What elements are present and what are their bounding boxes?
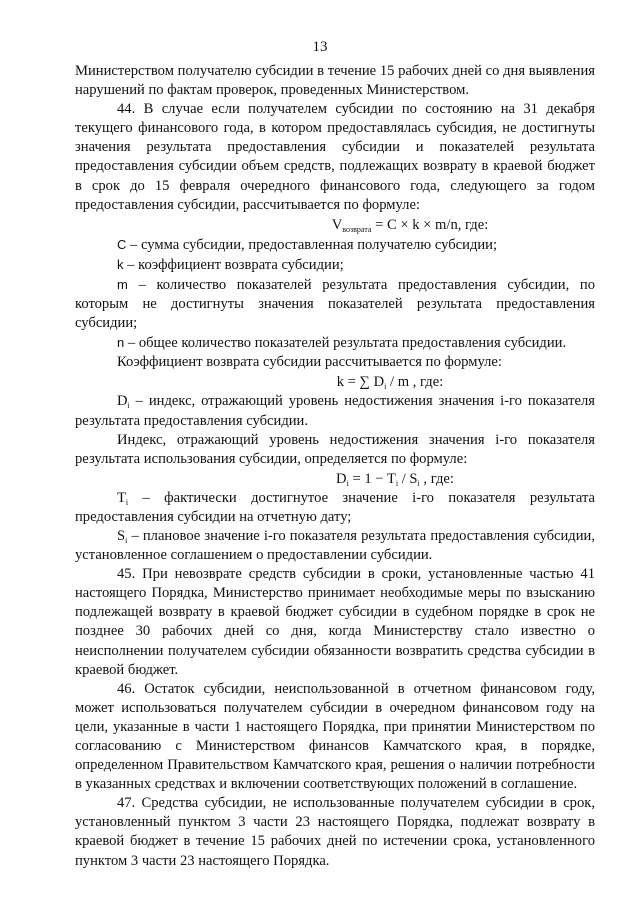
definition-d [75,392,595,430]
page-number: 13 [312,39,328,55]
definition-c [75,235,595,255]
symbol-t-sub: i [125,497,129,507]
paragraph-44: 44. В случае если получателем субсидии по состоянию на 31 декабря текущего финансового года, в котором предоставлялась субсидия, не достигнуты значения результата предоставления субсидии и показателей результата предоставления субсидии объем средств, подлежащих возврату в краевой бюджет в срок до 15 февраля очередного финансового года, следующего за годом предоставления субсидии, рассчитывается по формуле: [75,101,595,213]
symbol-t: T [117,489,126,506]
formula-index [75,469,595,489]
formula-return-volume [75,215,595,235]
symbol-c: C [117,236,127,252]
formula3-a-sub: i [346,478,349,488]
definition-k [75,255,595,275]
definition-n [75,333,595,353]
formula2-sub: i [384,382,387,392]
symbol-n: n [117,335,125,351]
formula1-rhs: = C × k × m/n [371,216,458,233]
paragraph-46: 46. Остаток субсидии, неиспользованной в отчетном финансовом году, может использоваться получателем субсидии в очередном финансовом году на цели, указанные в части 1 настоящего Порядка, при принятии Министерством по согласованию с Министерством финансов Камчатского края, в порядке, определенном Правительством Камчатского края, решения о наличии потребности в указанных средствах и включении соответствующих положений в соглашение. [75,680,595,793]
definition-t [75,489,595,527]
paragraph-47: 47. Средства субсидии, не использованные получателем субсидии в срок, установленный пунктом 3 части 23 настоящего Порядка, подлежат возврату в краевой бюджет в течение 15 рабочих дней по истечении срока, установленного пунктом 3 части 23 настоящего Порядка. [75,795,595,869]
formula2-rest: / m [386,374,410,391]
document-body [75,62,595,871]
formula3-c: / S [398,470,418,487]
symbol-k: k [117,256,124,272]
formula3-b: = 1 − T [348,470,396,487]
symbol-d-sub: i [127,401,130,411]
coefficient-intro: Коэффициент возврата субсидии рассчитывается по формуле: [117,354,502,371]
definition-t-text: – фактически достигнутое значение i-го показателя результата предоставления субсидии на отчетную дату; [75,489,595,525]
formula1-sub: возврата [342,224,372,234]
formula3-tail: , где: [419,470,454,487]
symbol-s-sub: i [125,535,128,545]
formula2-tail: , где: [409,374,444,391]
formula3-c-sub: i [417,478,420,488]
symbol-m: m [117,276,128,292]
definition-d-text: – индекс, отражающий уровень недостижения значения i-го показателя результата предоставления субсидии. [75,393,595,429]
definition-s [75,527,595,565]
intro-paragraph: Министерством получателю субсидии в течение 15 рабочих дней со дня выявления нарушений по фактам проверок, проведенных Министерством. [75,63,595,99]
index-intro: Индекс, отражающий уровень недостижения значения i-го показателя результата использования субсидии, определяется по формуле: [75,431,595,467]
formula3-b-sub: i [395,478,399,488]
paragraph-45: 45. При невозврате средств субсидии в сроки, установленные частью 41 настоящего Порядка, Министерство принимает необходимые меры по взысканию подлежащей возврату в краевой бюджет субсидии в судебном порядке в срок не позднее 30 рабочих дней со дня, когда Министерству стало известно о неисполнении получателем субсидии обязанности возвратить средства субсидии в краевой бюджет. [75,566,595,678]
definition-s-text: – плановое значение i-го показателя результата предоставления субсидии, установленное соглашением о предоставлении субсидии. [75,527,595,564]
formula-coefficient [75,372,595,392]
definition-m [75,275,595,333]
formula1-lhs: V [331,216,343,233]
symbol-d: D [117,393,128,410]
symbol-s: S [117,527,126,544]
definition-n-text: – общее количество показателей результата предоставления субсидии. [124,335,567,352]
definition-m-text: – количество показателей результата предоставления субсидии, по которым не достигнуты значения показателей результата предоставления субсидии; [75,276,595,332]
definition-k-text: – коэффициент возврата субсидии; [123,256,344,273]
formula3-a: D [336,470,347,487]
formula2-text: k = ∑ D [336,374,385,391]
definition-c-text: – сумма субсидии, предоставленная получателю субсидии; [126,236,498,253]
formula1-tail: , где: [457,216,489,233]
